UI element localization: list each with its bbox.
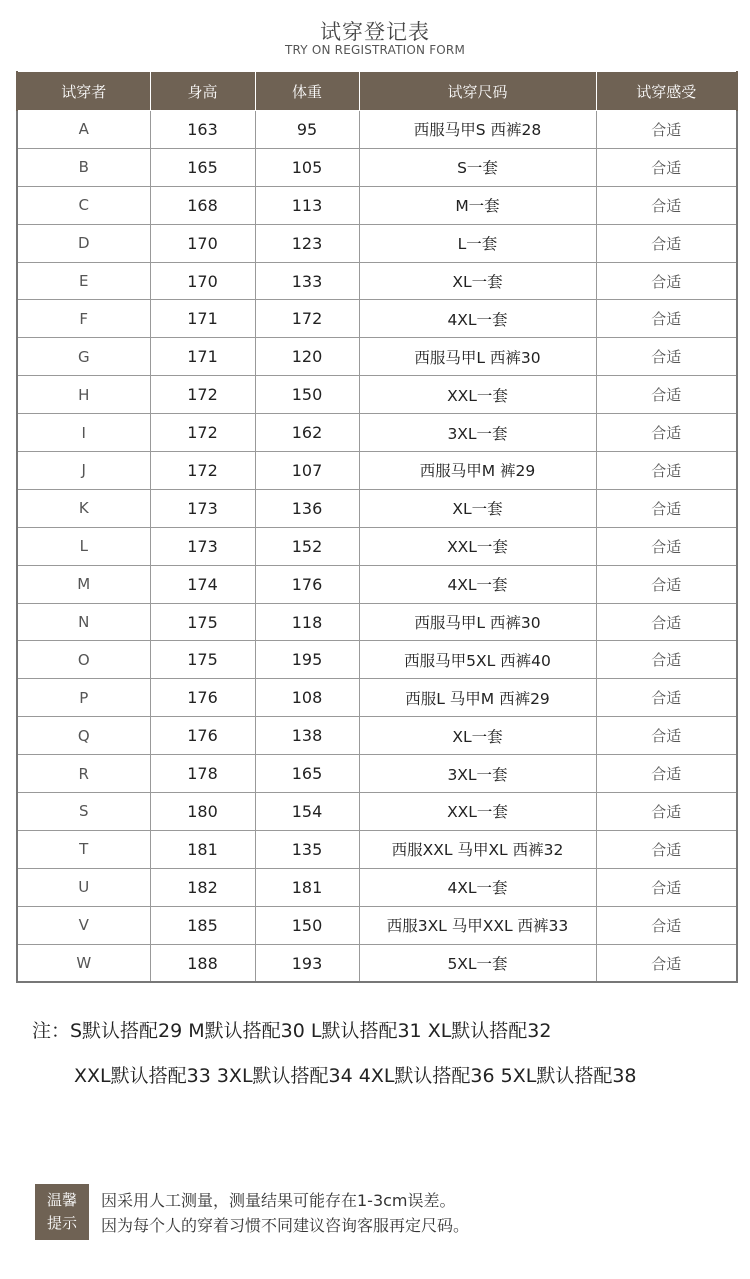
size-note-line-2: XXL默认搭配33 3XL默认搭配34 4XL默认搭配36 5XL默认搭配38 [74, 1065, 637, 1087]
cell-size: 西服马甲L 西裤30 [359, 603, 596, 641]
cell-tester: F [17, 300, 150, 338]
cell-size: XL一套 [359, 262, 596, 300]
cell-size: XL一套 [359, 717, 596, 755]
table-row [17, 489, 737, 527]
table-row [17, 906, 737, 944]
cell-size: XL一套 [359, 489, 596, 527]
table-row [17, 338, 737, 376]
cell-height: 188 [150, 944, 255, 982]
cell-feeling: 合适 [596, 224, 737, 262]
cell-size: 3XL一套 [359, 755, 596, 793]
cell-weight: 118 [255, 603, 359, 641]
cell-height: 165 [150, 148, 255, 186]
cell-size: 4XL一套 [359, 868, 596, 906]
cell-tester: I [17, 414, 150, 452]
cell-size: 3XL一套 [359, 414, 596, 452]
cell-size: L一套 [359, 224, 596, 262]
cell-tester: E [17, 262, 150, 300]
cell-height: 170 [150, 224, 255, 262]
table-header-row [17, 72, 737, 111]
table-row [17, 262, 737, 300]
cell-tester: G [17, 338, 150, 376]
cell-weight: 150 [255, 376, 359, 414]
table-row [17, 452, 737, 490]
cell-height: 174 [150, 565, 255, 603]
cell-weight: 150 [255, 906, 359, 944]
cell-size: M一套 [359, 186, 596, 224]
cell-feeling: 合适 [596, 414, 737, 452]
cell-feeling: 合适 [596, 376, 737, 414]
cell-weight: 108 [255, 679, 359, 717]
cell-tester: D [17, 224, 150, 262]
cell-feeling: 合适 [596, 527, 737, 565]
table-row [17, 944, 737, 982]
table-row [17, 224, 737, 262]
cell-tester: C [17, 186, 150, 224]
cell-feeling: 合适 [596, 830, 737, 868]
cell-height: 176 [150, 679, 255, 717]
cell-feeling: 合适 [596, 186, 737, 224]
cell-feeling: 合适 [596, 641, 737, 679]
cell-feeling: 合适 [596, 717, 737, 755]
cell-tester: S [17, 793, 150, 831]
cell-height: 168 [150, 186, 255, 224]
cell-feeling: 合适 [596, 565, 737, 603]
cell-size: 西服马甲L 西裤30 [359, 338, 596, 376]
cell-height: 185 [150, 906, 255, 944]
cell-tester: O [17, 641, 150, 679]
cell-weight: 152 [255, 527, 359, 565]
cell-tester: H [17, 376, 150, 414]
table-row [17, 111, 737, 149]
cell-weight: 136 [255, 489, 359, 527]
cell-size: S一套 [359, 148, 596, 186]
cell-weight: 105 [255, 148, 359, 186]
table-row [17, 868, 737, 906]
table-body [17, 111, 737, 983]
cell-height: 171 [150, 338, 255, 376]
cell-tester: L [17, 527, 150, 565]
table-row [17, 641, 737, 679]
cell-feeling: 合适 [596, 793, 737, 831]
cell-tester: P [17, 679, 150, 717]
page-subtitle: TRY ON REGISTRATION FORM [284, 43, 466, 57]
cell-weight: 162 [255, 414, 359, 452]
cell-height: 172 [150, 376, 255, 414]
cell-size: 西服3XL 马甲XXL 西裤33 [359, 906, 596, 944]
cell-size: 西服马甲M 裤29 [359, 452, 596, 490]
cell-feeling: 合适 [596, 452, 737, 490]
cell-weight: 181 [255, 868, 359, 906]
cell-weight: 165 [255, 755, 359, 793]
cell-size: 西服XXL 马甲XL 西裤32 [359, 830, 596, 868]
table-row [17, 376, 737, 414]
table-row [17, 603, 737, 641]
cell-height: 173 [150, 527, 255, 565]
tip-text-line-1: 因采用人工测量，测量结果可能存在1-3cm误差。 [101, 1191, 456, 1210]
cell-tester: V [17, 906, 150, 944]
page-title: 试穿登记表 [320, 20, 430, 44]
cell-tester: R [17, 755, 150, 793]
cell-height: 163 [150, 111, 255, 149]
registration-table [16, 71, 738, 983]
cell-size: 西服马甲5XL 西裤40 [359, 641, 596, 679]
header-size: 试穿尺码 [359, 72, 596, 111]
cell-size: XXL一套 [359, 793, 596, 831]
table-row [17, 565, 737, 603]
table-row [17, 148, 737, 186]
cell-feeling: 合适 [596, 300, 737, 338]
tip-badge-line-2: 提示 [46, 1214, 77, 1232]
cell-weight: 172 [255, 300, 359, 338]
cell-tester: Q [17, 717, 150, 755]
cell-height: 171 [150, 300, 255, 338]
cell-tester: M [17, 565, 150, 603]
cell-size: XXL一套 [359, 376, 596, 414]
table-row [17, 414, 737, 452]
table-row [17, 793, 737, 831]
cell-size: 4XL一套 [359, 300, 596, 338]
cell-height: 182 [150, 868, 255, 906]
cell-feeling: 合适 [596, 944, 737, 982]
cell-weight: 176 [255, 565, 359, 603]
cell-feeling: 合适 [596, 906, 737, 944]
cell-feeling: 合适 [596, 338, 737, 376]
cell-feeling: 合适 [596, 603, 737, 641]
cell-tester: J [17, 452, 150, 490]
cell-size: XXL一套 [359, 527, 596, 565]
cell-feeling: 合适 [596, 755, 737, 793]
size-note-line-1: 注：S默认搭配29 M默认搭配30 L默认搭配31 XL默认搭配32 [32, 1020, 552, 1042]
cell-weight: 113 [255, 186, 359, 224]
cell-tester: B [17, 148, 150, 186]
table-row [17, 830, 737, 868]
cell-height: 180 [150, 793, 255, 831]
table-row [17, 679, 737, 717]
header-height: 身高 [150, 72, 255, 111]
cell-weight: 138 [255, 717, 359, 755]
table-row [17, 186, 737, 224]
cell-height: 172 [150, 414, 255, 452]
cell-feeling: 合适 [596, 679, 737, 717]
cell-weight: 135 [255, 830, 359, 868]
cell-feeling: 合适 [596, 262, 737, 300]
header-weight: 体重 [255, 72, 359, 111]
cell-weight: 154 [255, 793, 359, 831]
header-feeling: 试穿感受 [596, 72, 737, 111]
cell-weight: 95 [255, 111, 359, 149]
table-row [17, 527, 737, 565]
cell-feeling: 合适 [596, 868, 737, 906]
cell-height: 173 [150, 489, 255, 527]
cell-size: 西服马甲S 西裤28 [359, 111, 596, 149]
cell-height: 181 [150, 830, 255, 868]
cell-height: 175 [150, 641, 255, 679]
cell-weight: 195 [255, 641, 359, 679]
cell-feeling: 合适 [596, 111, 737, 149]
cell-height: 172 [150, 452, 255, 490]
table-row [17, 300, 737, 338]
table-row [17, 717, 737, 755]
cell-tester: T [17, 830, 150, 868]
cell-weight: 107 [255, 452, 359, 490]
cell-weight: 133 [255, 262, 359, 300]
cell-feeling: 合适 [596, 148, 737, 186]
cell-tester: N [17, 603, 150, 641]
tip-text-line-2: 因为每个人的穿着习惯不同建议咨询客服再定尺码。 [101, 1216, 470, 1235]
cell-tester: W [17, 944, 150, 982]
cell-weight: 123 [255, 224, 359, 262]
cell-weight: 120 [255, 338, 359, 376]
cell-height: 176 [150, 717, 255, 755]
header-tester: 试穿者 [17, 72, 150, 111]
cell-height: 175 [150, 603, 255, 641]
cell-size: 西服L 马甲M 西裤29 [359, 679, 596, 717]
cell-tester: A [17, 111, 150, 149]
cell-height: 178 [150, 755, 255, 793]
tip-badge-line-1: 温馨 [46, 1191, 77, 1209]
cell-height: 170 [150, 262, 255, 300]
table-row [17, 755, 737, 793]
cell-tester: K [17, 489, 150, 527]
cell-weight: 193 [255, 944, 359, 982]
cell-size: 5XL一套 [359, 944, 596, 982]
cell-feeling: 合适 [596, 489, 737, 527]
cell-tester: U [17, 868, 150, 906]
cell-size: 4XL一套 [359, 565, 596, 603]
tip-badge [35, 1184, 89, 1240]
